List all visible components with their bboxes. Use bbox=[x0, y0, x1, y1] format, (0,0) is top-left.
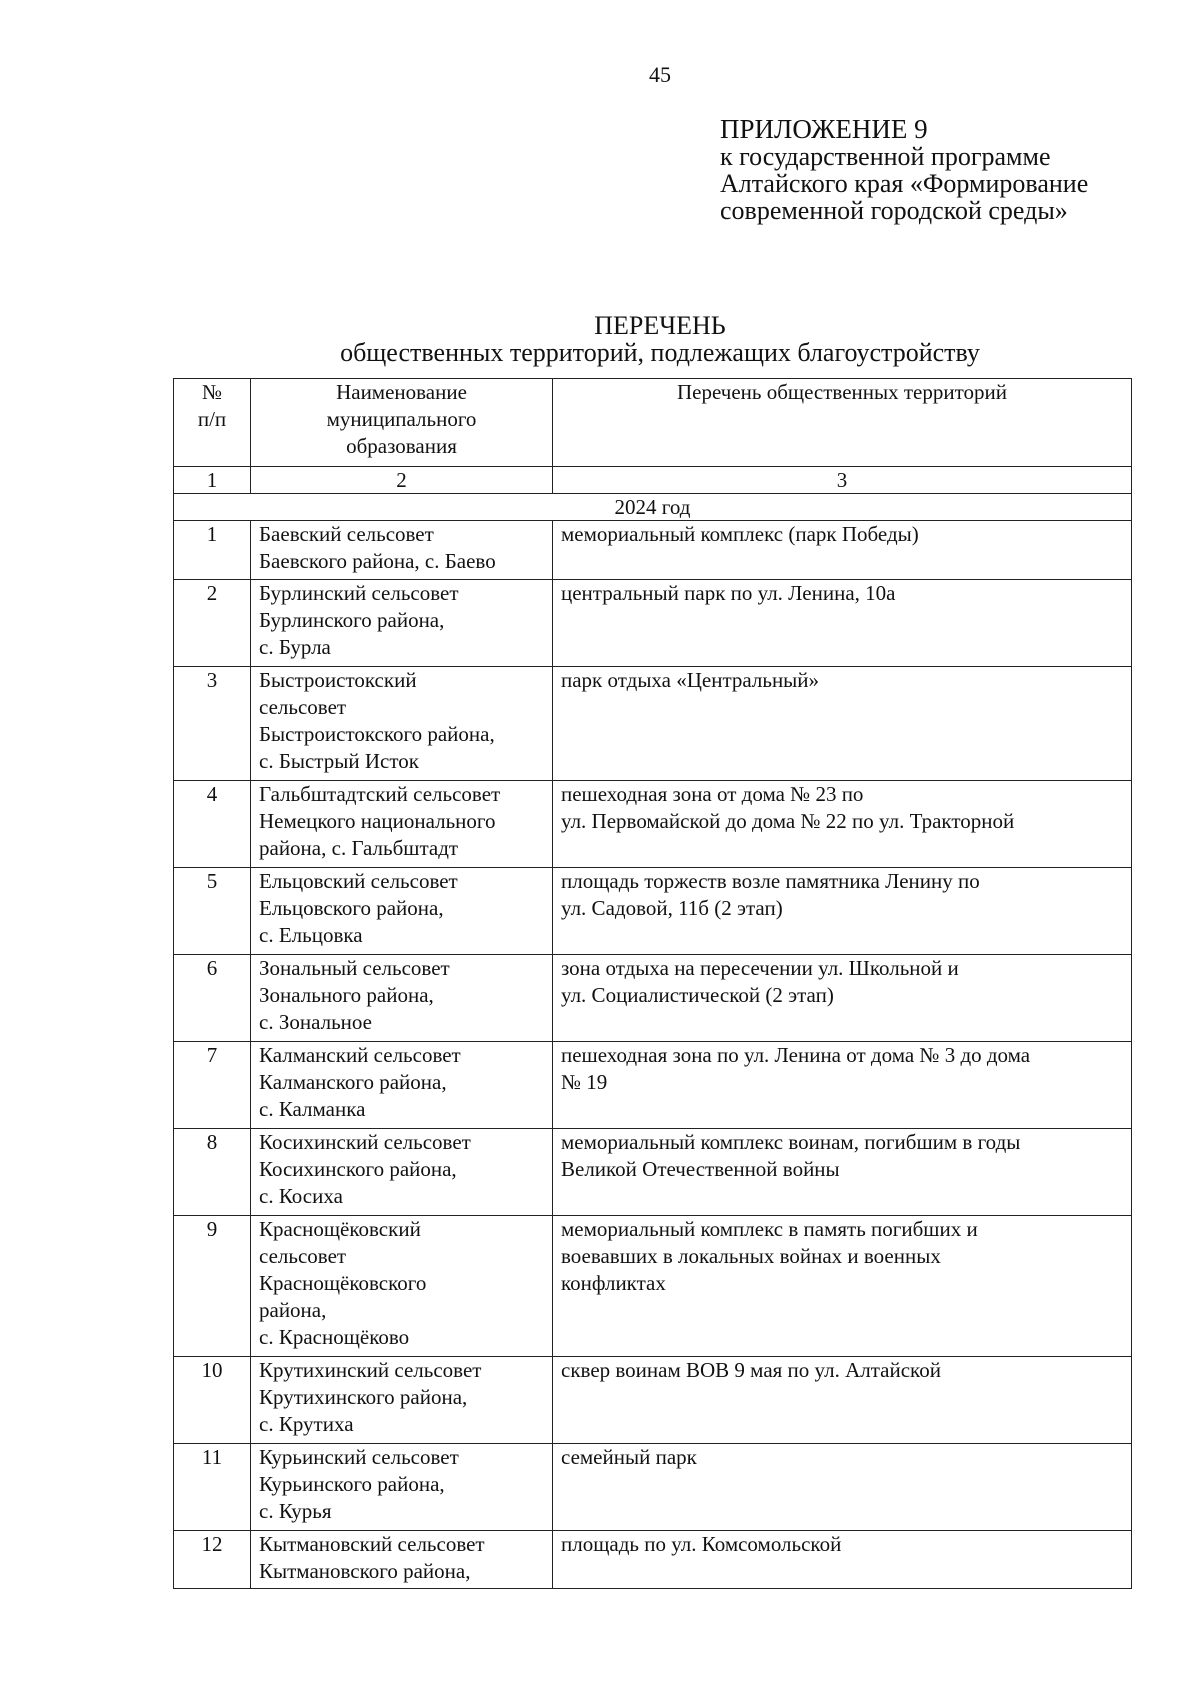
year-label: 2024 год bbox=[174, 494, 1132, 521]
territory-list: пешеходная зона по ул. Ленина от дома № 3 до дома № 19 bbox=[553, 1042, 1132, 1129]
appendix-line: Алтайского края «Формирование bbox=[720, 169, 1089, 198]
row-number: 6 bbox=[174, 955, 251, 1042]
row-number: 7 bbox=[174, 1042, 251, 1129]
municipality-name: Кытмановский сельсовет Кытмановского района, bbox=[251, 1531, 553, 1589]
header-number: № п/п bbox=[174, 379, 251, 467]
row-number: 4 bbox=[174, 781, 251, 868]
year-row bbox=[174, 494, 1132, 521]
page-number: 45 bbox=[649, 62, 671, 87]
territory-list: мемориальный комплекс воинам, погибшим в годы Великой Отечественной войны bbox=[553, 1129, 1132, 1216]
table-row bbox=[174, 1357, 1132, 1444]
municipality-name: Косихинский сельсовет Косихинского района, с. Косиха bbox=[251, 1129, 553, 1216]
territories-table bbox=[173, 378, 1132, 1589]
territory-list: зона отдыха на пересечении ул. Школьной и ул. Социалистической (2 этап) bbox=[553, 955, 1132, 1042]
column-number: 1 bbox=[174, 467, 251, 494]
municipality-name: Крутихинский сельсовет Крутихинского района, с. Крутиха bbox=[251, 1357, 553, 1444]
column-number-row bbox=[174, 467, 1132, 494]
table-row bbox=[174, 1129, 1132, 1216]
municipality-name: Баевский сельсовет Баевского района, с. Баево bbox=[251, 521, 553, 580]
header-row bbox=[174, 379, 1132, 467]
document-title bbox=[0, 312, 1200, 366]
row-number: 12 bbox=[174, 1531, 251, 1589]
municipality-name: Гальбштадтский сельсовет Немецкого национального района, с. Гальбштадт bbox=[251, 781, 553, 868]
row-number: 9 bbox=[174, 1216, 251, 1357]
row-number: 10 bbox=[174, 1357, 251, 1444]
municipality-name: Краснощёковский сельсовет Краснощёковского района, с. Краснощёково bbox=[251, 1216, 553, 1357]
municipality-name: Курьинский сельсовет Курьинского района, с. Курья bbox=[251, 1444, 553, 1531]
municipality-name: Зональный сельсовет Зонального района, с. Зональное bbox=[251, 955, 553, 1042]
table-row bbox=[174, 1042, 1132, 1129]
appendix-line: современной городской среды» bbox=[720, 196, 1068, 225]
appendix-title: ПРИЛОЖЕНИЕ 9 bbox=[720, 114, 928, 144]
territory-list: парк отдыха «Центральный» bbox=[553, 667, 1132, 781]
table-row bbox=[174, 781, 1132, 868]
header-territories: Перечень общественных территорий bbox=[553, 379, 1132, 467]
column-number: 2 bbox=[251, 467, 553, 494]
table-row bbox=[174, 667, 1132, 781]
territory-list: мемориальный комплекс в память погибших и воевавших в локальных войнах и военных конфликтах bbox=[553, 1216, 1132, 1357]
territory-list: площадь по ул. Комсомольской bbox=[553, 1531, 1132, 1589]
table-row bbox=[174, 955, 1132, 1042]
table-row bbox=[174, 521, 1132, 580]
row-number: 5 bbox=[174, 868, 251, 955]
row-number: 3 bbox=[174, 667, 251, 781]
municipality-name: Бурлинский сельсовет Бурлинского района, с. Бурла bbox=[251, 580, 553, 667]
table-row bbox=[174, 1531, 1132, 1589]
row-number: 1 bbox=[174, 521, 251, 580]
table-row bbox=[174, 580, 1132, 667]
appendix-line: к государственной программе bbox=[720, 142, 1051, 171]
column-number: 3 bbox=[553, 467, 1132, 494]
territory-list: сквер воинам ВОВ 9 мая по ул. Алтайской bbox=[553, 1357, 1132, 1444]
municipality-name: Калманский сельсовет Калманского района, с. Калманка bbox=[251, 1042, 553, 1129]
municipality-name: Быстроистокский сельсовет Быстроистокского района, с. Быстрый Исток bbox=[251, 667, 553, 781]
territory-list: семейный парк bbox=[553, 1444, 1132, 1531]
table-row bbox=[174, 1444, 1132, 1531]
territory-list: площадь торжеств возле памятника Ленину по ул. Садовой, 11б (2 этап) bbox=[553, 868, 1132, 955]
territory-list: мемориальный комплекс (парк Победы) bbox=[553, 521, 1132, 580]
row-number: 2 bbox=[174, 580, 251, 667]
table-row bbox=[174, 1216, 1132, 1357]
row-number: 8 bbox=[174, 1129, 251, 1216]
table-row bbox=[174, 868, 1132, 955]
row-number: 11 bbox=[174, 1444, 251, 1531]
title-sub: общественных территорий, подлежащих благоустройству bbox=[340, 338, 980, 367]
municipality-name: Ельцовский сельсовет Ельцовского района, с. Ельцовка bbox=[251, 868, 553, 955]
territory-list: пешеходная зона от дома № 23 по ул. Первомайской до дома № 22 по ул. Тракторной bbox=[553, 781, 1132, 868]
title-main: ПЕРЕЧЕНЬ bbox=[594, 311, 726, 340]
territory-list: центральный парк по ул. Ленина, 10а bbox=[553, 580, 1132, 667]
header-municipality: Наименование муниципального образования bbox=[251, 379, 553, 467]
appendix-block bbox=[720, 116, 1180, 224]
